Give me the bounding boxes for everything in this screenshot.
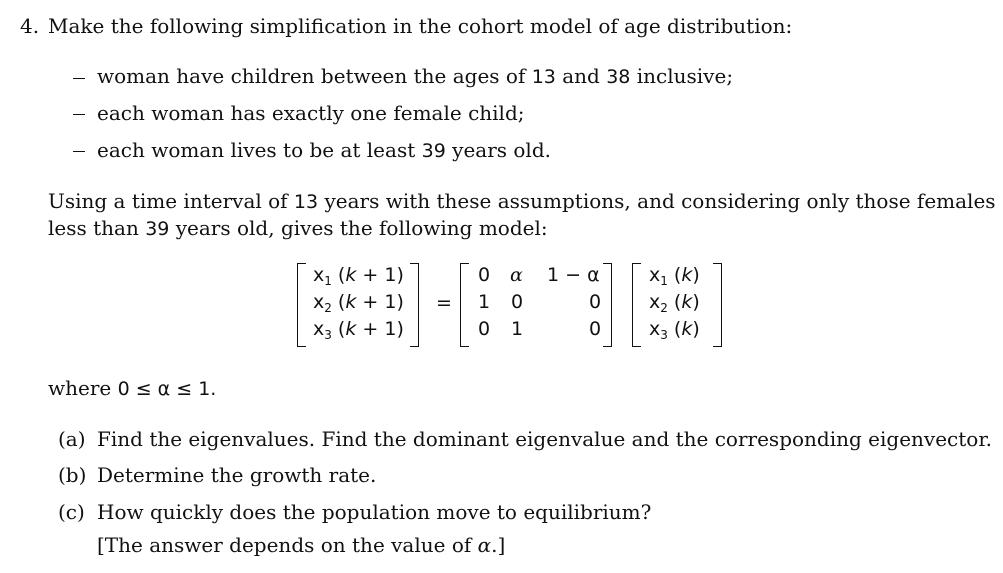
matrix-cell: 0: [589, 318, 602, 340]
matrix-cell: 1: [478, 291, 491, 313]
bullet-item-2: each woman has exactly one female child;: [97, 101, 525, 125]
matrix-cell: 0: [511, 291, 524, 313]
lhs-entry-2: $x_2$ (k + 1): [313, 291, 404, 315]
bullet-dash: [73, 114, 85, 115]
equals-sign: =: [436, 292, 452, 314]
lhs-entry-1: $x_1$ (k + 1): [313, 264, 404, 288]
where-clause: where 0 ≤ α ≤ 1.: [48, 376, 217, 400]
bullet-dash: [73, 78, 85, 79]
matrix-cell: α: [510, 264, 523, 286]
right-bracket: [410, 263, 419, 347]
lhs-entry-3: $x_3$ (k + 1): [313, 318, 404, 342]
rhs-entry-2: $x_2$ (k): [649, 291, 700, 315]
left-bracket: [632, 263, 641, 347]
right-bracket: [713, 263, 722, 347]
bullet-item-3: each woman lives to be at least 39 years old.: [97, 138, 551, 162]
part-b-text: Determine the growth rate.: [97, 463, 377, 487]
bullet-dash: [73, 151, 85, 152]
bullet-item-1: woman have children between the ages of 13 and 38 inclusive;: [97, 64, 734, 88]
problem-intro: Make the following simplification in the cohort model of age distribution:: [48, 14, 793, 38]
part-c-note: [The answer depends on the value of α.]: [97, 533, 506, 557]
rhs-entry-1: $x_1$ (k): [649, 264, 700, 288]
part-a-text: Find the eigenvalues. Find the dominant eigenvalue and the corresponding eigenvector.: [97, 427, 993, 451]
paragraph-line-1: Using a time interval of 13 years with these assumptions, and considering only those females: [48, 189, 996, 213]
rhs-entry-3: $x_3$ (k): [649, 318, 700, 342]
part-c-label: (c): [58, 500, 85, 524]
matrix-cell: 1 − α: [547, 264, 600, 286]
part-b-label: (b): [58, 463, 87, 487]
matrix-cell: 1: [511, 318, 524, 340]
left-bracket: [460, 263, 469, 347]
matrix-cell: 0: [589, 291, 602, 313]
matrix-cell: 0: [478, 264, 491, 286]
right-bracket: [603, 263, 612, 347]
left-bracket: [297, 263, 306, 347]
matrix-cell: 0: [478, 318, 491, 340]
paragraph-line-2: less than 39 years old, gives the following model:: [48, 216, 548, 240]
part-a-label: (a): [58, 427, 86, 451]
problem-number: 4.: [20, 14, 40, 38]
part-c-text: How quickly does the population move to equilibrium?: [97, 500, 652, 524]
